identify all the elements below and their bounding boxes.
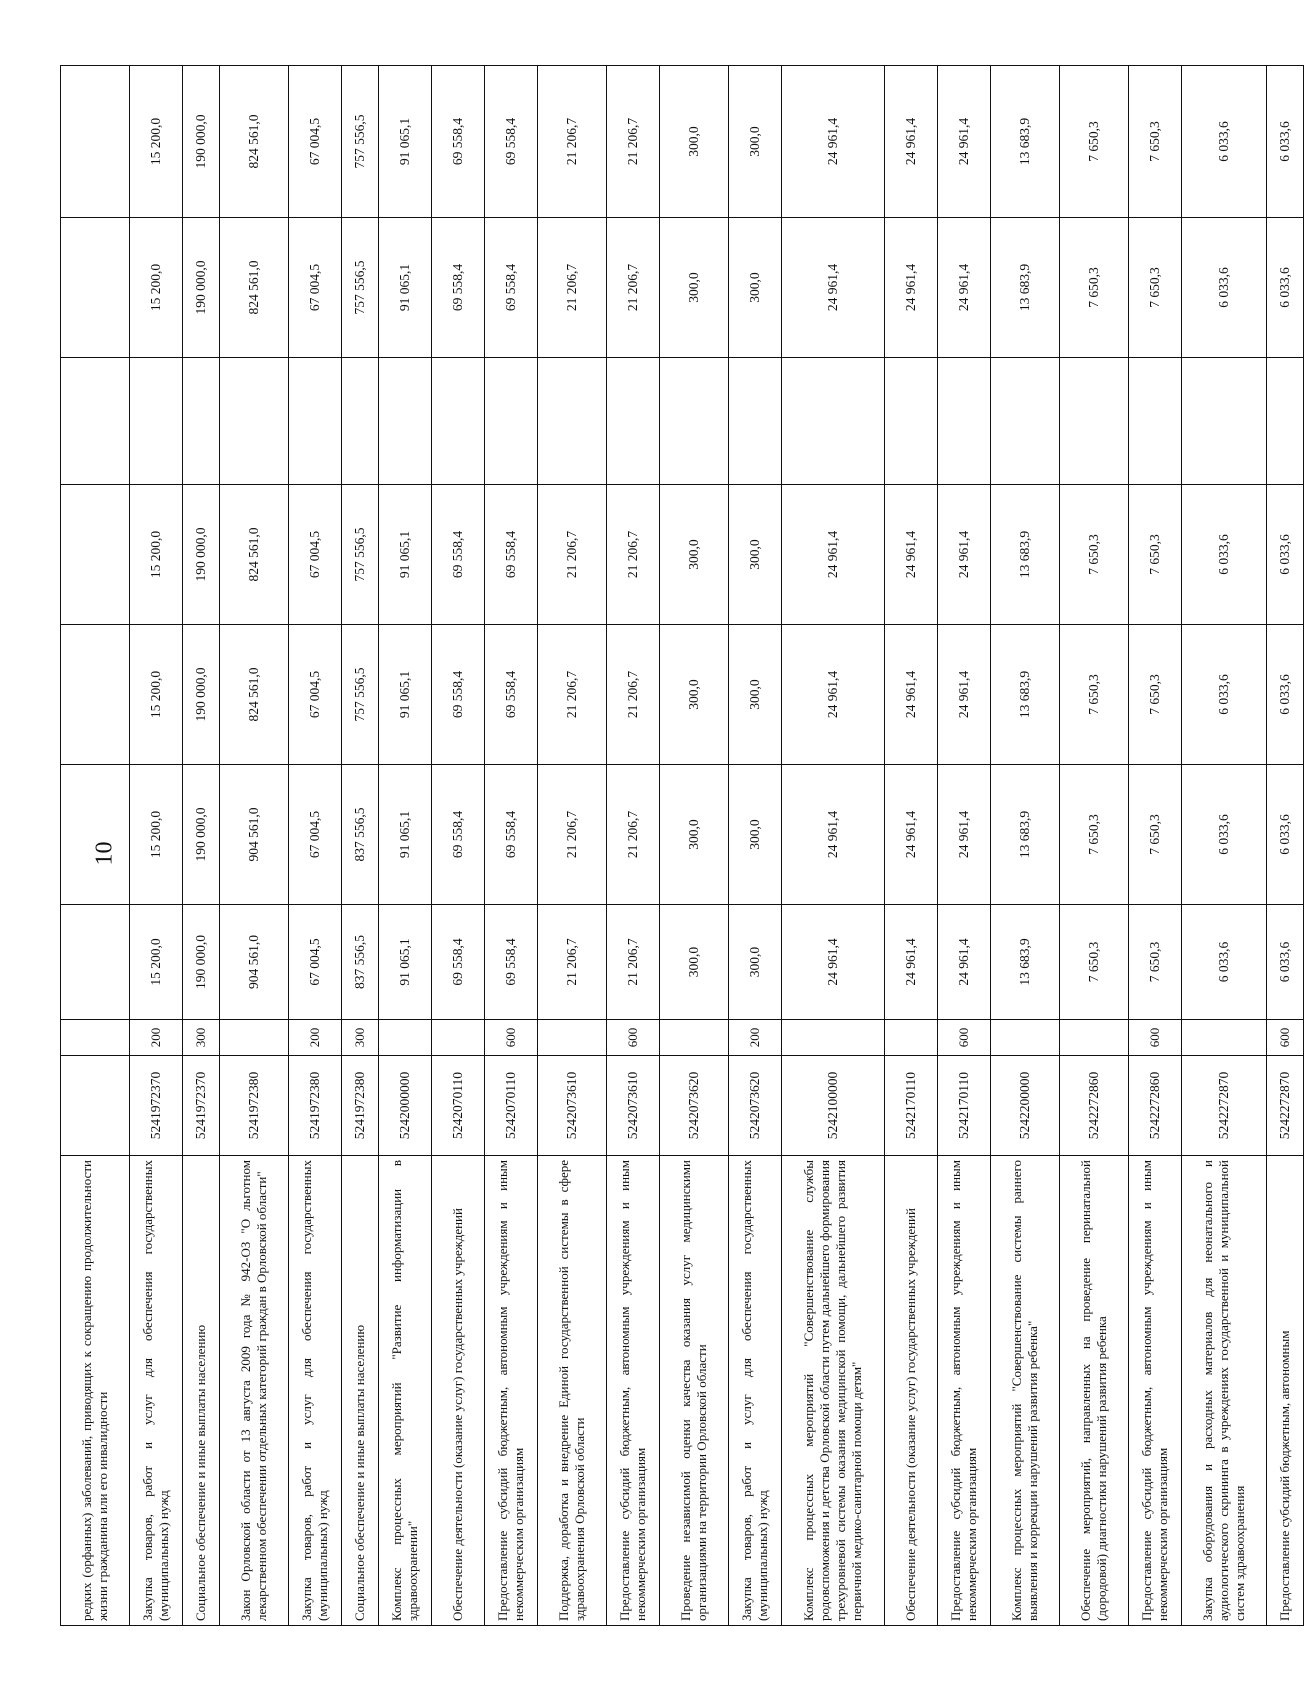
table-row [729, 66, 782, 1626]
row-name: Комплекс процессных мероприятий "Развитие информатизации в здравоохранении" [379, 1156, 432, 1626]
row-name: Закупка товаров, работ и услуг для обеспечения государственных (муниципальных) нужд [729, 1156, 782, 1626]
row-value-2: 837 556,5 [342, 765, 379, 905]
table-row [289, 66, 342, 1626]
row-value-1: 24 961,4 [782, 905, 885, 1020]
row-code: 5241972370 [183, 1056, 220, 1156]
row-code: 5242272860 [1060, 1056, 1129, 1156]
row-vr: 300 [342, 1020, 379, 1056]
row-value-2: 91 065,1 [379, 765, 432, 905]
table-row [1267, 66, 1304, 1626]
row-value-2: 7 650,3 [1060, 765, 1129, 905]
row-value-4: 190 000,0 [183, 485, 220, 625]
row-vr [885, 1020, 938, 1056]
row-value-6: 24 961,4 [938, 218, 991, 358]
row-value-5 [538, 358, 607, 485]
row-value-7: 7 650,3 [1060, 66, 1129, 218]
row-value-6: 6 033,6 [1182, 218, 1267, 358]
row-value-6: 13 683,9 [991, 218, 1060, 358]
row-value-5 [885, 358, 938, 485]
row-value-7 [61, 66, 130, 218]
row-value-6: 300,0 [660, 218, 729, 358]
row-value-4: 6 033,6 [1182, 485, 1267, 625]
row-code: 5242070110 [485, 1056, 538, 1156]
table-row [432, 66, 485, 1626]
row-value-5 [729, 358, 782, 485]
row-value-6 [61, 218, 130, 358]
row-value-3: 6 033,6 [1182, 625, 1267, 765]
row-value-6: 69 558,4 [432, 218, 485, 358]
row-code: 5242272870 [1267, 1056, 1304, 1156]
row-vr [782, 1020, 885, 1056]
row-value-4: 6 033,6 [1267, 485, 1304, 625]
row-vr: 200 [130, 1020, 183, 1056]
row-value-1: 24 961,4 [885, 905, 938, 1020]
row-value-2: 6 033,6 [1182, 765, 1267, 905]
table-row [782, 66, 885, 1626]
table-row [1129, 66, 1182, 1626]
row-name: Предоставление субсидий бюджетным, автономным учреждениям и иным некоммерческим организациям [938, 1156, 991, 1626]
table-row [342, 66, 379, 1626]
row-value-7: 15 200,0 [130, 66, 183, 218]
row-code: 5242272870 [1182, 1056, 1267, 1156]
row-value-7: 13 683,9 [991, 66, 1060, 218]
row-value-1: 21 206,7 [538, 905, 607, 1020]
row-value-2: 24 961,4 [782, 765, 885, 905]
row-value-3: 15 200,0 [130, 625, 183, 765]
row-value-7: 824 561,0 [220, 66, 289, 218]
row-value-7: 24 961,4 [885, 66, 938, 218]
row-vr [1060, 1020, 1129, 1056]
row-value-5 [485, 358, 538, 485]
row-value-7: 300,0 [660, 66, 729, 218]
row-name: Социальное обеспечение и иные выплаты населению [342, 1156, 379, 1626]
row-value-7: 24 961,4 [782, 66, 885, 218]
row-name: Предоставление субсидий бюджетным, автономным [1267, 1156, 1304, 1626]
row-code: 5242272860 [1129, 1056, 1182, 1156]
row-value-1: 904 561,0 [220, 905, 289, 1020]
row-value-5 [1267, 358, 1304, 485]
row-value-5 [379, 358, 432, 485]
row-value-3: 300,0 [660, 625, 729, 765]
row-value-5 [183, 358, 220, 485]
row-value-6: 6 033,6 [1267, 218, 1304, 358]
row-value-2: 13 683,9 [991, 765, 1060, 905]
row-value-2: 21 206,7 [538, 765, 607, 905]
row-name: Закупка оборудования и расходных материалов для неонатального и аудиологического скрининга в учреждениях государственной и муниципальной систем здравоохранения [1182, 1156, 1267, 1626]
row-name: Комплекс процессных мероприятий "Совершенствование системы раннего выявления и коррекции нарушений развития ребенка" [991, 1156, 1060, 1626]
row-value-4: 300,0 [729, 485, 782, 625]
row-code: 5242070110 [432, 1056, 485, 1156]
row-value-1: 6 033,6 [1182, 905, 1267, 1020]
table-row [885, 66, 938, 1626]
row-value-5 [220, 358, 289, 485]
row-vr: 600 [938, 1020, 991, 1056]
row-value-2: 24 961,4 [885, 765, 938, 905]
table-row [183, 66, 220, 1626]
row-value-3: 91 065,1 [379, 625, 432, 765]
row-value-6: 24 961,4 [782, 218, 885, 358]
row-value-4: 24 961,4 [938, 485, 991, 625]
row-value-3: 300,0 [729, 625, 782, 765]
row-value-1: 69 558,4 [432, 905, 485, 1020]
row-value-2: 69 558,4 [485, 765, 538, 905]
row-vr: 300 [183, 1020, 220, 1056]
row-value-2: 69 558,4 [432, 765, 485, 905]
row-name: Проведение независимой оценки качества оказания услуг медицинскими организациями на территории Орловской области [660, 1156, 729, 1626]
row-value-4: 7 650,3 [1060, 485, 1129, 625]
row-code: 5242073620 [729, 1056, 782, 1156]
row-value-3: 190 000,0 [183, 625, 220, 765]
row-value-2: 24 961,4 [938, 765, 991, 905]
row-value-7: 7 650,3 [1129, 66, 1182, 218]
row-value-7: 69 558,4 [432, 66, 485, 218]
row-value-7: 69 558,4 [485, 66, 538, 218]
row-value-3: 24 961,4 [938, 625, 991, 765]
row-value-5 [1182, 358, 1267, 485]
row-value-4: 69 558,4 [485, 485, 538, 625]
row-value-7: 190 000,0 [183, 66, 220, 218]
row-value-2 [61, 765, 130, 905]
row-value-3: 67 004,5 [289, 625, 342, 765]
row-value-4: 7 650,3 [1129, 485, 1182, 625]
row-value-6: 69 558,4 [485, 218, 538, 358]
row-value-1: 190 000,0 [183, 905, 220, 1020]
row-name: Закупка товаров, работ и услуг для обеспечения государственных (муниципальных) нужд [130, 1156, 183, 1626]
table-row [538, 66, 607, 1626]
row-value-5 [607, 358, 660, 485]
row-value-7: 91 065,1 [379, 66, 432, 218]
row-vr: 600 [1267, 1020, 1304, 1056]
row-value-5 [130, 358, 183, 485]
row-value-4: 91 065,1 [379, 485, 432, 625]
row-value-3: 7 650,3 [1060, 625, 1129, 765]
row-value-2: 904 561,0 [220, 765, 289, 905]
row-vr [61, 1020, 130, 1056]
row-value-7: 24 961,4 [938, 66, 991, 218]
row-value-6: 15 200,0 [130, 218, 183, 358]
row-value-1: 6 033,6 [1267, 905, 1304, 1020]
row-name: Обеспечение мероприятий, направленных на проведение перинатальной (дородовой) диагностики нарушений развития ребенка [1060, 1156, 1129, 1626]
table-row [991, 66, 1060, 1626]
row-value-7: 300,0 [729, 66, 782, 218]
row-value-3: 69 558,4 [485, 625, 538, 765]
row-value-6: 190 000,0 [183, 218, 220, 358]
page-number: 10 [91, 841, 118, 866]
row-code: 5242073610 [538, 1056, 607, 1156]
row-value-6: 7 650,3 [1060, 218, 1129, 358]
row-value-3: 24 961,4 [885, 625, 938, 765]
row-vr [1182, 1020, 1267, 1056]
row-value-1: 7 650,3 [1129, 905, 1182, 1020]
row-name: Комплекс процессных мероприятий "Совершенствование службы родовспоможения и детства Орловской области путем дальнейшего формирования трехуровневой системы оказания медицинской помощи, дальнейшего развития первичной медико-санитарной помощи детям" [782, 1156, 885, 1626]
row-code: 5242170110 [885, 1056, 938, 1156]
row-value-3: 21 206,7 [607, 625, 660, 765]
row-vr [220, 1020, 289, 1056]
budget-table [60, 65, 1304, 1626]
row-code: 5242100000 [782, 1056, 885, 1156]
row-vr: 600 [607, 1020, 660, 1056]
row-code: 5241972380 [289, 1056, 342, 1156]
row-value-2: 6 033,6 [1267, 765, 1304, 905]
row-value-4: 15 200,0 [130, 485, 183, 625]
row-value-4: 24 961,4 [782, 485, 885, 625]
row-name: Поддержка, доработка и внедрение Единой государственной системы в сфере здравоохранения Орловской области [538, 1156, 607, 1626]
row-value-2: 15 200,0 [130, 765, 183, 905]
row-value-5 [342, 358, 379, 485]
row-value-5 [1129, 358, 1182, 485]
table-row [607, 66, 660, 1626]
row-value-3: 69 558,4 [432, 625, 485, 765]
row-name: Предоставление субсидий бюджетным, автономным учреждениям и иным некоммерческим организациям [485, 1156, 538, 1626]
row-value-2: 190 000,0 [183, 765, 220, 905]
table-row [1182, 66, 1267, 1626]
row-value-7: 67 004,5 [289, 66, 342, 218]
row-value-4: 757 556,5 [342, 485, 379, 625]
row-value-6: 824 561,0 [220, 218, 289, 358]
row-value-4: 21 206,7 [538, 485, 607, 625]
row-value-5 [1060, 358, 1129, 485]
row-value-7: 757 556,5 [342, 66, 379, 218]
row-code [61, 1056, 130, 1156]
row-value-6: 21 206,7 [538, 218, 607, 358]
row-vr [538, 1020, 607, 1056]
row-value-6: 300,0 [729, 218, 782, 358]
row-value-5 [61, 358, 130, 485]
row-value-1: 7 650,3 [1060, 905, 1129, 1020]
row-value-4 [61, 485, 130, 625]
table-row [379, 66, 432, 1626]
row-vr [660, 1020, 729, 1056]
row-vr [991, 1020, 1060, 1056]
table-row [61, 66, 130, 1626]
row-value-1: 300,0 [729, 905, 782, 1020]
row-name: Обеспечение деятельности (оказание услуг) государственных учреждений [885, 1156, 938, 1626]
row-name: редких (орфанных) заболеваний, приводящих к сокращению продолжительности жизни гражданина или его инвалидности [61, 1156, 130, 1626]
row-name: Закупка товаров, работ и услуг для обеспечения государственных (муниципальных) нужд [289, 1156, 342, 1626]
row-value-2: 67 004,5 [289, 765, 342, 905]
row-name: Предоставление субсидий бюджетным, автономным учреждениям и иным некоммерческим организациям [607, 1156, 660, 1626]
budget-table-sheet [60, 66, 1292, 1626]
row-value-6: 757 556,5 [342, 218, 379, 358]
row-value-3: 24 961,4 [782, 625, 885, 765]
row-vr: 600 [1129, 1020, 1182, 1056]
row-value-5 [432, 358, 485, 485]
row-vr [379, 1020, 432, 1056]
row-value-7: 6 033,6 [1267, 66, 1304, 218]
row-value-4: 824 561,0 [220, 485, 289, 625]
row-vr: 200 [729, 1020, 782, 1056]
table-row [130, 66, 183, 1626]
row-value-4: 13 683,9 [991, 485, 1060, 625]
row-value-6: 24 961,4 [885, 218, 938, 358]
row-value-1: 69 558,4 [485, 905, 538, 1020]
row-value-3: 21 206,7 [538, 625, 607, 765]
row-value-2: 21 206,7 [607, 765, 660, 905]
row-name: Социальное обеспечение и иные выплаты населению [183, 1156, 220, 1626]
row-value-5 [782, 358, 885, 485]
row-value-5 [289, 358, 342, 485]
row-name: Закон Орловской области от 13 августа 2009 года № 942-ОЗ "О льготном лекарственном обеспечении отдельных категорий граждан в Орловской области" [220, 1156, 289, 1626]
row-value-6: 91 065,1 [379, 218, 432, 358]
row-value-3: 824 561,0 [220, 625, 289, 765]
row-value-4: 69 558,4 [432, 485, 485, 625]
row-value-3: 13 683,9 [991, 625, 1060, 765]
row-vr: 200 [289, 1020, 342, 1056]
row-code: 5242170110 [938, 1056, 991, 1156]
row-value-4: 24 961,4 [885, 485, 938, 625]
row-value-3: 7 650,3 [1129, 625, 1182, 765]
row-value-3: 757 556,5 [342, 625, 379, 765]
row-vr: 600 [485, 1020, 538, 1056]
row-value-4: 21 206,7 [607, 485, 660, 625]
row-value-5 [660, 358, 729, 485]
row-value-7: 21 206,7 [607, 66, 660, 218]
row-value-1: 24 961,4 [938, 905, 991, 1020]
row-code: 5241972380 [220, 1056, 289, 1156]
row-value-7: 6 033,6 [1182, 66, 1267, 218]
row-value-1: 300,0 [660, 905, 729, 1020]
row-code: 5241972370 [130, 1056, 183, 1156]
row-value-1: 91 065,1 [379, 905, 432, 1020]
row-code: 5242200000 [991, 1056, 1060, 1156]
table-row [220, 66, 289, 1626]
row-value-2: 300,0 [729, 765, 782, 905]
row-value-4: 300,0 [660, 485, 729, 625]
row-value-1: 67 004,5 [289, 905, 342, 1020]
row-code: 5242073620 [660, 1056, 729, 1156]
row-name: Обеспечение деятельности (оказание услуг) государственных учреждений [432, 1156, 485, 1626]
row-value-3: 6 033,6 [1267, 625, 1304, 765]
row-value-1: 13 683,9 [991, 905, 1060, 1020]
row-value-1: 15 200,0 [130, 905, 183, 1020]
row-value-1 [61, 905, 130, 1020]
row-value-2: 300,0 [660, 765, 729, 905]
row-value-5 [991, 358, 1060, 485]
table-row [660, 66, 729, 1626]
table-row [938, 66, 991, 1626]
row-value-1: 837 556,5 [342, 905, 379, 1020]
row-value-1: 21 206,7 [607, 905, 660, 1020]
row-name: Предоставление субсидий бюджетным, автономным учреждениям и иным некоммерческим организациям [1129, 1156, 1182, 1626]
row-value-7: 21 206,7 [538, 66, 607, 218]
row-value-3 [61, 625, 130, 765]
row-value-6: 67 004,5 [289, 218, 342, 358]
row-value-6: 7 650,3 [1129, 218, 1182, 358]
row-value-6: 21 206,7 [607, 218, 660, 358]
row-value-4: 67 004,5 [289, 485, 342, 625]
row-value-5 [938, 358, 991, 485]
row-value-2: 7 650,3 [1129, 765, 1182, 905]
row-vr [432, 1020, 485, 1056]
table-row [485, 66, 538, 1626]
row-code: 5242073610 [607, 1056, 660, 1156]
row-code: 5242000000 [379, 1056, 432, 1156]
row-code: 5241972380 [342, 1056, 379, 1156]
table-row [1060, 66, 1129, 1626]
